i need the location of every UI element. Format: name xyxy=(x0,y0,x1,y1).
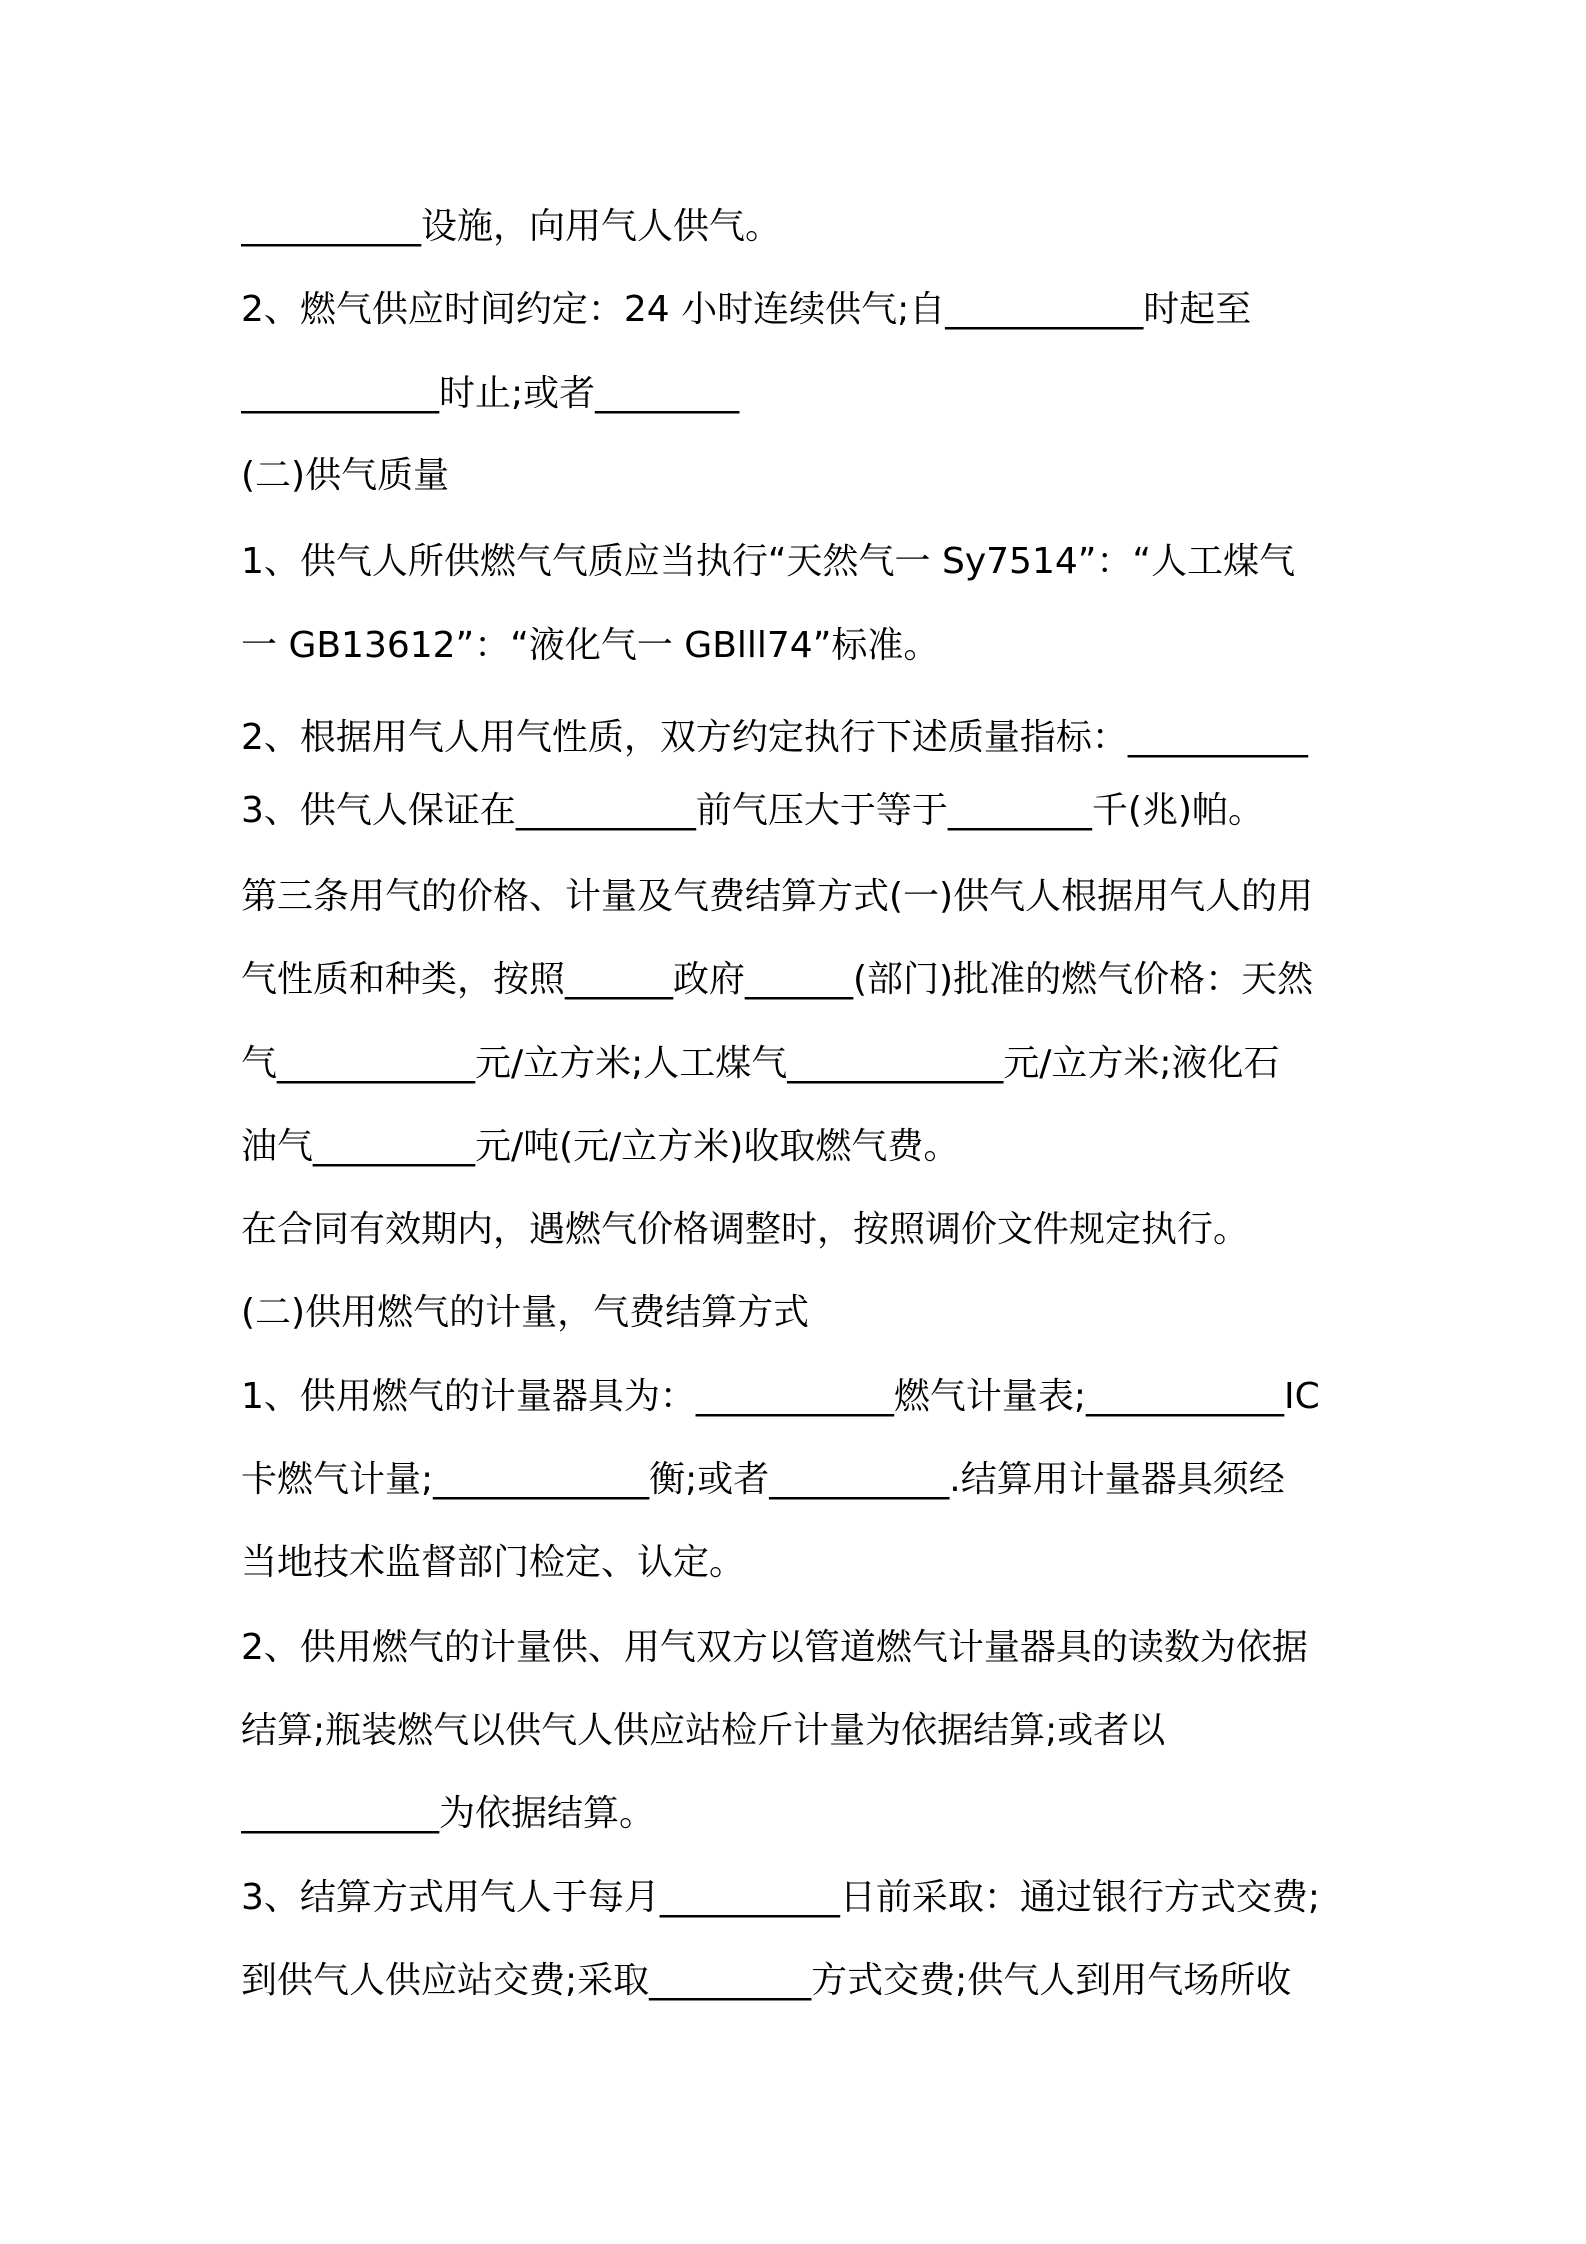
text-line: 气___________元/立方米;人工煤气____________元/立方米;液化石 xyxy=(241,1043,1280,1084)
text-line: 2、根据用气人用气性质，双方约定执行下述质量指标：__________ xyxy=(241,717,1308,758)
text-line: 3、供气人保证在__________前气压大于等于________千(兆)帕。 xyxy=(241,790,1264,831)
text-line: 卡燃气计量;____________衡;或者__________.结算用计量器具须经 xyxy=(241,1459,1285,1500)
text-line: 结算;瓶装燃气以供气人供应站检斤计量为依据结算;或者以 xyxy=(241,1710,1166,1751)
text-line: __________设施，向用气人供气。 xyxy=(241,206,782,247)
text-line: 在合同有效期内，遇燃气价格调整时，按照调价文件规定执行。 xyxy=(241,1209,1250,1250)
text-line: 2、供用燃气的计量供、用气双方以管道燃气计量器具的读数为依据 xyxy=(241,1627,1308,1668)
text-line: ___________为依据结算。 xyxy=(241,1793,656,1834)
text-line: 1、供用燃气的计量器具为：___________燃气计量表;___________IC xyxy=(241,1376,1320,1417)
text-line: 到供气人供应站交费;采取_________方式交费;供气人到用气场所收 xyxy=(241,1960,1292,2001)
text-line: 油气_________元/吨(元/立方米)收取燃气费。 xyxy=(241,1126,960,1167)
text-line: (二)供用燃气的计量，气费结算方式 xyxy=(241,1292,810,1333)
text-line: 3、结算方式用气人于每月__________日前采取：通过银行方式交费; xyxy=(241,1877,1321,1918)
text-line: 1、供气人所供燃气气质应当执行“天然气一 Sy7514”：“人工煤气 xyxy=(241,541,1296,582)
text-line: 气性质和种类，按照______政府______(部门)批准的燃气价格：天然 xyxy=(241,959,1314,1000)
text-line: 第三条用气的价格、计量及气费结算方式(一)供气人根据用气人的用 xyxy=(241,876,1314,917)
text-line: 2、燃气供应时间约定：24 小时连续供气;自___________时起至 xyxy=(241,289,1252,330)
text-line: (二)供气质量 xyxy=(241,455,450,496)
text-line: 一 GB13612”：“液化气一 GBlll74”标准。 xyxy=(241,625,940,666)
text-line: ___________时止;或者________ xyxy=(241,373,740,414)
text-line: 当地技术监督部门检定、认定。 xyxy=(241,1542,746,1583)
